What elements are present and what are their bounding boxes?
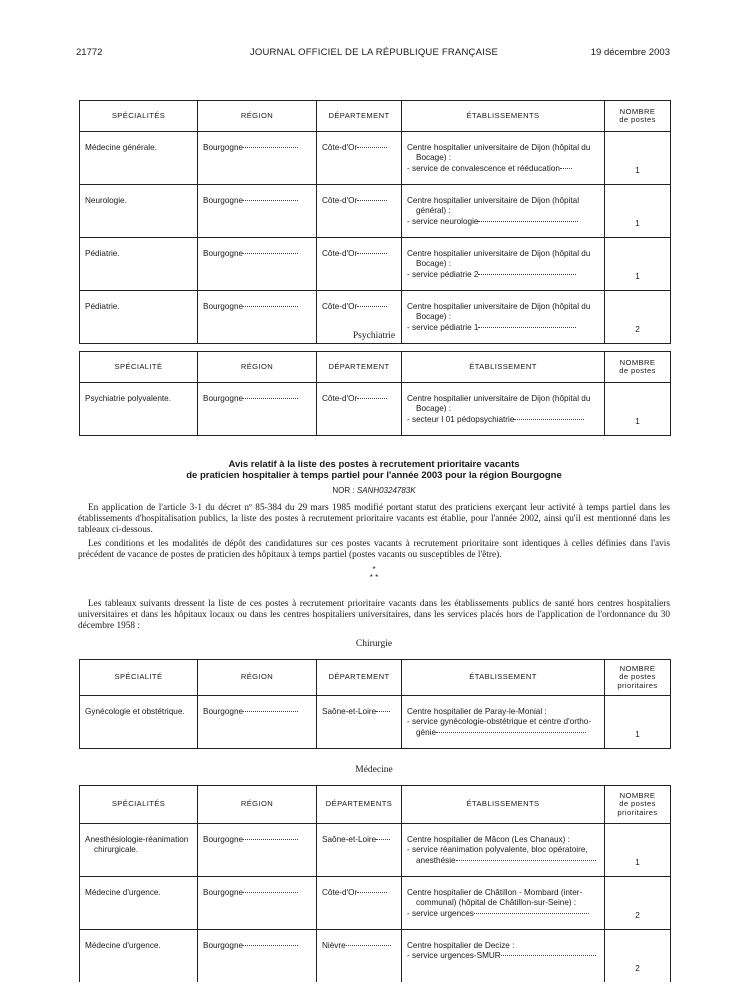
section-medecine: Médecine [355, 765, 393, 775]
cell-nombre: 2 [605, 291, 671, 344]
cell-departement: Côte-d'Or [317, 877, 402, 930]
page-number: 21772 [76, 47, 103, 58]
cell-nombre: 1 [605, 383, 671, 436]
col-region: RÉGION [198, 101, 317, 132]
cell-specialite: Neurologie. [80, 185, 198, 238]
col-etablissement: ÉTABLISSEMENT [402, 660, 605, 696]
table-specialites-1 [79, 100, 671, 344]
cell-specialite: Pédiatrie. [80, 291, 198, 344]
cell-etablissement: Centre hospitalier de Mâcon (Les Chanaux) : - service réanimation polyvalente, bloc opératoire, anesthésie [402, 824, 605, 877]
cell-region: Bourgogne [198, 185, 317, 238]
cell-departement: Nièvre [317, 930, 402, 983]
cell-region: Bourgogne [198, 930, 317, 983]
col-nombre: NOMBRE de postes prioritaires [605, 786, 671, 824]
cell-departement: Côte-d'Or [317, 383, 402, 436]
nor-reference: NOR : SANH0324783K [332, 486, 416, 495]
cell-nombre: 1 [605, 132, 671, 185]
cell-departement: Saône-et-Loire [317, 696, 402, 749]
cell-region: Bourgogne [198, 877, 317, 930]
table-row [80, 132, 671, 185]
col-specialite: SPÉCIALITÉ [80, 352, 198, 383]
table-header-row [80, 352, 671, 383]
cell-departement: Saône-et-Loire [317, 824, 402, 877]
cell-etablissement: Centre hospitalier de Decize : - service urgences-SMUR [402, 930, 605, 983]
cell-nombre: 1 [605, 824, 671, 877]
paragraph-application: En application de l'article 3-1 du décret nº 85-384 du 29 mars 1985 modifié portant statut des praticiens exerçant leur activité à temps partiel dans les établissements d'hospitalisation publics, la liste des postes à recrutement prioritaire vacants est établie, pour l'année 2002, ainsi qu'il est mentionné dans les tableaux ci-dessous. [78, 503, 670, 535]
col-nombre: NOMBRE de postes [605, 101, 671, 132]
cell-specialite: Médecine d'urgence. [80, 930, 198, 983]
cell-nombre: 1 [605, 185, 671, 238]
cell-region: Bourgogne [198, 696, 317, 749]
journal-title: JOURNAL OFFICIEL DE LA RÉPUBLIQUE FRANÇAISE [249, 47, 499, 58]
cell-nombre: 2 [605, 877, 671, 930]
cell-region: Bourgogne [198, 238, 317, 291]
table-header-row [80, 101, 671, 132]
cell-etablissement: Centre hospitalier universitaire de Dijon (hôpital du Bocage) : - service pédiatrie 2 [402, 238, 605, 291]
cell-etablissement: Centre hospitalier universitaire de Dijon (hôpital du Bocage) : - service de convalescence et rééducation [402, 132, 605, 185]
cell-etablissement: Centre hospitalier de Châtillon - Mombard (inter- communal) (hôpital de Châtillon-sur-Seine) : - service urgences [402, 877, 605, 930]
table-row [80, 238, 671, 291]
table-chirurgie [79, 659, 671, 749]
issue-date: 19 décembre 2003 [590, 47, 670, 58]
col-departement: DÉPARTEMENT [317, 660, 402, 696]
col-region: RÉGION [198, 786, 317, 824]
cell-nombre: 1 [605, 696, 671, 749]
cell-specialite: Médecine générale. [80, 132, 198, 185]
cell-specialite: Psychiatrie polyvalente. [80, 383, 198, 436]
table-psychiatrie [79, 351, 671, 436]
col-departement: DÉPARTEMENT [317, 101, 402, 132]
col-etablissements: ÉTABLISSEMENTS [402, 786, 605, 824]
cell-region: Bourgogne [198, 824, 317, 877]
col-specialites: SPÉCIALITÉS [80, 786, 198, 824]
table-header-row [80, 786, 671, 824]
section-psychiatrie: Psychiatrie [352, 331, 396, 341]
table-row [80, 930, 671, 983]
col-region: RÉGION [198, 352, 317, 383]
cell-departement: Côte-d'Or [317, 291, 402, 344]
cell-nombre: 2 [605, 930, 671, 983]
table-row [80, 877, 671, 930]
col-departement: DÉPARTEMENT [317, 352, 402, 383]
cell-etablissement: Centre hospitalier de Paray-le-Monial : - service gynécologie-obstétrique et centre d'ortho- génie [402, 696, 605, 749]
table-row [80, 696, 671, 749]
section-chirurgie: Chirurgie [355, 639, 393, 649]
col-specialites: SPÉCIALITÉS [80, 101, 198, 132]
cell-region: Bourgogne [198, 291, 317, 344]
cell-region: Bourgogne [198, 132, 317, 185]
table-row [80, 185, 671, 238]
cell-departement: Côte-d'Or [317, 185, 402, 238]
table-header-row [80, 660, 671, 696]
cell-specialite: Gynécologie et obstétrique. [80, 696, 198, 749]
cell-nombre: 1 [605, 238, 671, 291]
cell-departement: Côte-d'Or [317, 238, 402, 291]
table-row [80, 824, 671, 877]
table-medecine [79, 785, 671, 982]
col-nombre: NOMBRE de postes [605, 352, 671, 383]
cell-region: Bourgogne [198, 383, 317, 436]
table-row [80, 383, 671, 436]
cell-specialite: Médecine d'urgence. [80, 877, 198, 930]
col-region: RÉGION [198, 660, 317, 696]
cell-etablissement: Centre hospitalier universitaire de Dijon (hôpital du Bocage) : - service pédiatrie 1 [402, 291, 605, 344]
avis-title: Avis relatif à la liste des postes à recrutement prioritaire vacants de praticien hospitalier à temps partiel pour l'année 2003 pour la région Bourgogne [186, 459, 562, 482]
col-nombre: NOMBRE de postes prioritaires [605, 660, 671, 696]
col-specialite: SPÉCIALITÉ [80, 660, 198, 696]
paragraph-conditions: Les conditions et les modalités de dépôt des candidatures sur ces postes vacants à recrutement prioritaire sont identiques à celles définies dans l'avis précédent de vacance de postes de praticien des hôpitaux à temps partiel (postes vacants ou susceptibles de l'être). [78, 539, 670, 560]
col-departements: DÉPARTEMENTS [317, 786, 402, 824]
cell-specialite: Pédiatrie. [80, 238, 198, 291]
col-etablissements: ÉTABLISSEMENTS [402, 101, 605, 132]
col-etablissement: ÉTABLISSEMENT [402, 352, 605, 383]
cell-etablissement: Centre hospitalier universitaire de Dijon (hôpital général) : - service neurologie [402, 185, 605, 238]
cell-specialite: Anesthésiologie-réanimation chirurgicale. [80, 824, 198, 877]
separator-stars: * * * [369, 565, 379, 582]
cell-etablissement: Centre hospitalier universitaire de Dijon (hôpital du Bocage) : - secteur I 01 pédopsychiatrie [402, 383, 605, 436]
paragraph-tableaux: Les tableaux suivants dressent la liste de ces postes à recrutement prioritaire vacants dans les établissements publics de santé hors centres hospitaliers universitaires et dans les hôpitaux locaux ou dans les centres hospitaliers universitaires, dans les services placés hors de l'application de l'ordonnance du 30 décembre 1958 : [78, 599, 670, 631]
cell-departement: Côte-d'Or [317, 132, 402, 185]
